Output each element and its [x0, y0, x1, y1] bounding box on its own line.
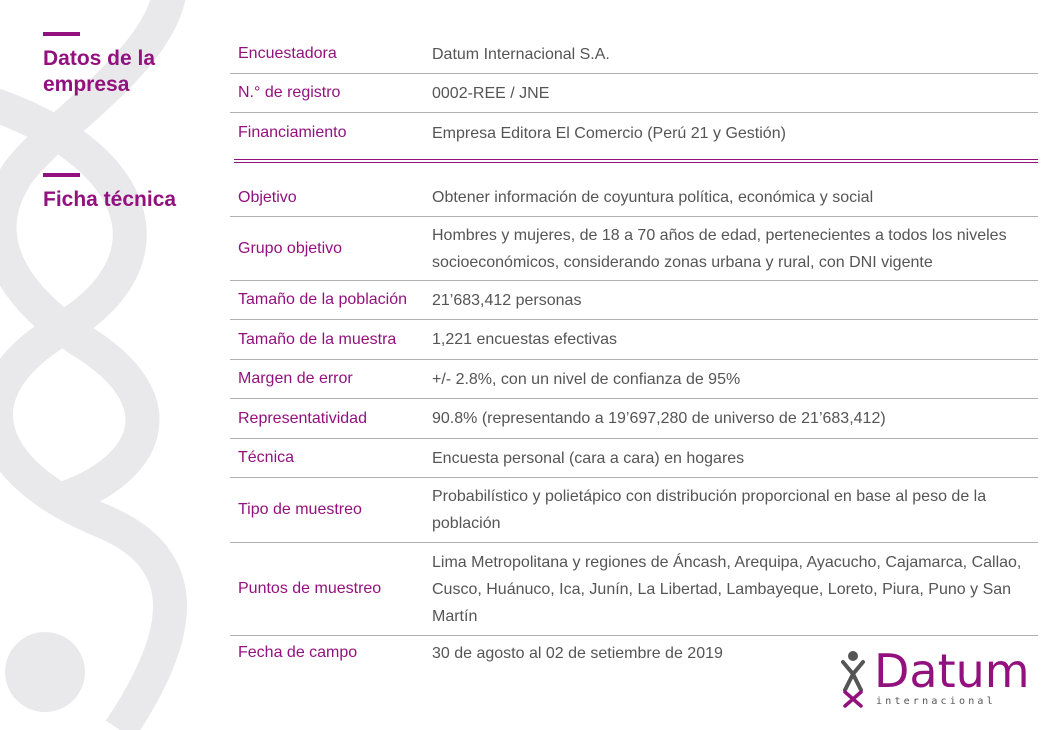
- row-value: Empresa Editora El Comercio (Perú 21 y Gestión): [432, 124, 786, 142]
- row-label: Tamaño de la población: [238, 291, 408, 308]
- row-value: 1,221 encuestas efectivas: [432, 331, 618, 348]
- technical-sheet-table: [230, 179, 1038, 676]
- datum-figure-icon: [840, 648, 870, 710]
- table-row: [230, 281, 1038, 320]
- row-value: 21’683,412 personas: [432, 291, 582, 309]
- row-value: Probabilístico y polietápico con distribución proporcional en base al peso de la población: [432, 488, 987, 532]
- row-value: Lima Metropolitana y regiones de Áncash, Arequipa, Ayacucho, Cajamarca, Callao, Cusco, Huánuco, Ica, Junín, La Libertad, Lambayeque, Loreto, Piura, Puno y San Martín: [432, 553, 1022, 625]
- table-row: [230, 543, 1038, 636]
- company-data-table: [230, 35, 1038, 153]
- technical-section-title: Ficha técnica: [43, 188, 177, 211]
- row-value: Hombres y mujeres, de 18 a 70 años de edad, pertenecientes a todos los niveles socioeconómicos, considerando zonas urbana y rural, con DNI vigente: [432, 226, 1007, 271]
- datum-logo: [836, 646, 1036, 712]
- row-label: N.° de registro: [238, 84, 341, 101]
- row-label: Fecha de campo: [238, 644, 358, 661]
- company-section-heading: [43, 32, 155, 98]
- table-row: [230, 478, 1038, 543]
- section-accent-bar: [43, 173, 80, 177]
- table-row: [230, 35, 1038, 74]
- section-divider: [234, 159, 1038, 163]
- section-accent-bar: [43, 32, 80, 36]
- row-label: Técnica: [238, 449, 295, 466]
- table-row: [230, 399, 1038, 439]
- row-label: Puntos de muestreo: [238, 580, 382, 597]
- row-label: Financiamiento: [238, 124, 347, 141]
- row-value: Datum Internacional S.A.: [432, 45, 610, 63]
- table-row: [230, 74, 1038, 113]
- table-row: [230, 439, 1038, 478]
- background-helix-decoration: [0, 0, 220, 730]
- table-row: [230, 217, 1038, 281]
- table-row: [230, 179, 1038, 217]
- row-value: 90.8% (representando a 19’697,280 de universo de 21’683,412): [432, 410, 886, 427]
- row-label: Encuestadora: [238, 45, 337, 62]
- logo-brand-text: Datum: [874, 644, 1030, 698]
- table-row: [230, 360, 1038, 399]
- row-label: Representatividad: [238, 409, 367, 427]
- row-value: Encuesta personal (cara a cara) en hogares: [432, 449, 745, 467]
- technical-section-heading: [43, 173, 176, 213]
- row-value: 0002-REE / JNE: [432, 84, 550, 102]
- row-value: 30 de agosto al 02 de setiembre de 2019: [432, 645, 723, 662]
- row-value: +/- 2.8%, con un nivel de confianza de 95%: [432, 370, 741, 388]
- row-label: Tamaño de la muestra: [238, 330, 397, 348]
- row-value: Obtener información de coyuntura política, económica y social: [432, 189, 874, 206]
- row-label: Tipo de muestreo: [238, 501, 362, 518]
- logo-subtitle: internacional: [876, 696, 996, 707]
- row-label: Margen de error: [238, 370, 353, 387]
- table-row: [230, 320, 1038, 360]
- company-section-title: Datos de la empresa: [43, 47, 156, 96]
- table-row: [230, 113, 1038, 153]
- row-label: Objetivo: [238, 188, 297, 206]
- row-label: Grupo objetivo: [238, 239, 343, 257]
